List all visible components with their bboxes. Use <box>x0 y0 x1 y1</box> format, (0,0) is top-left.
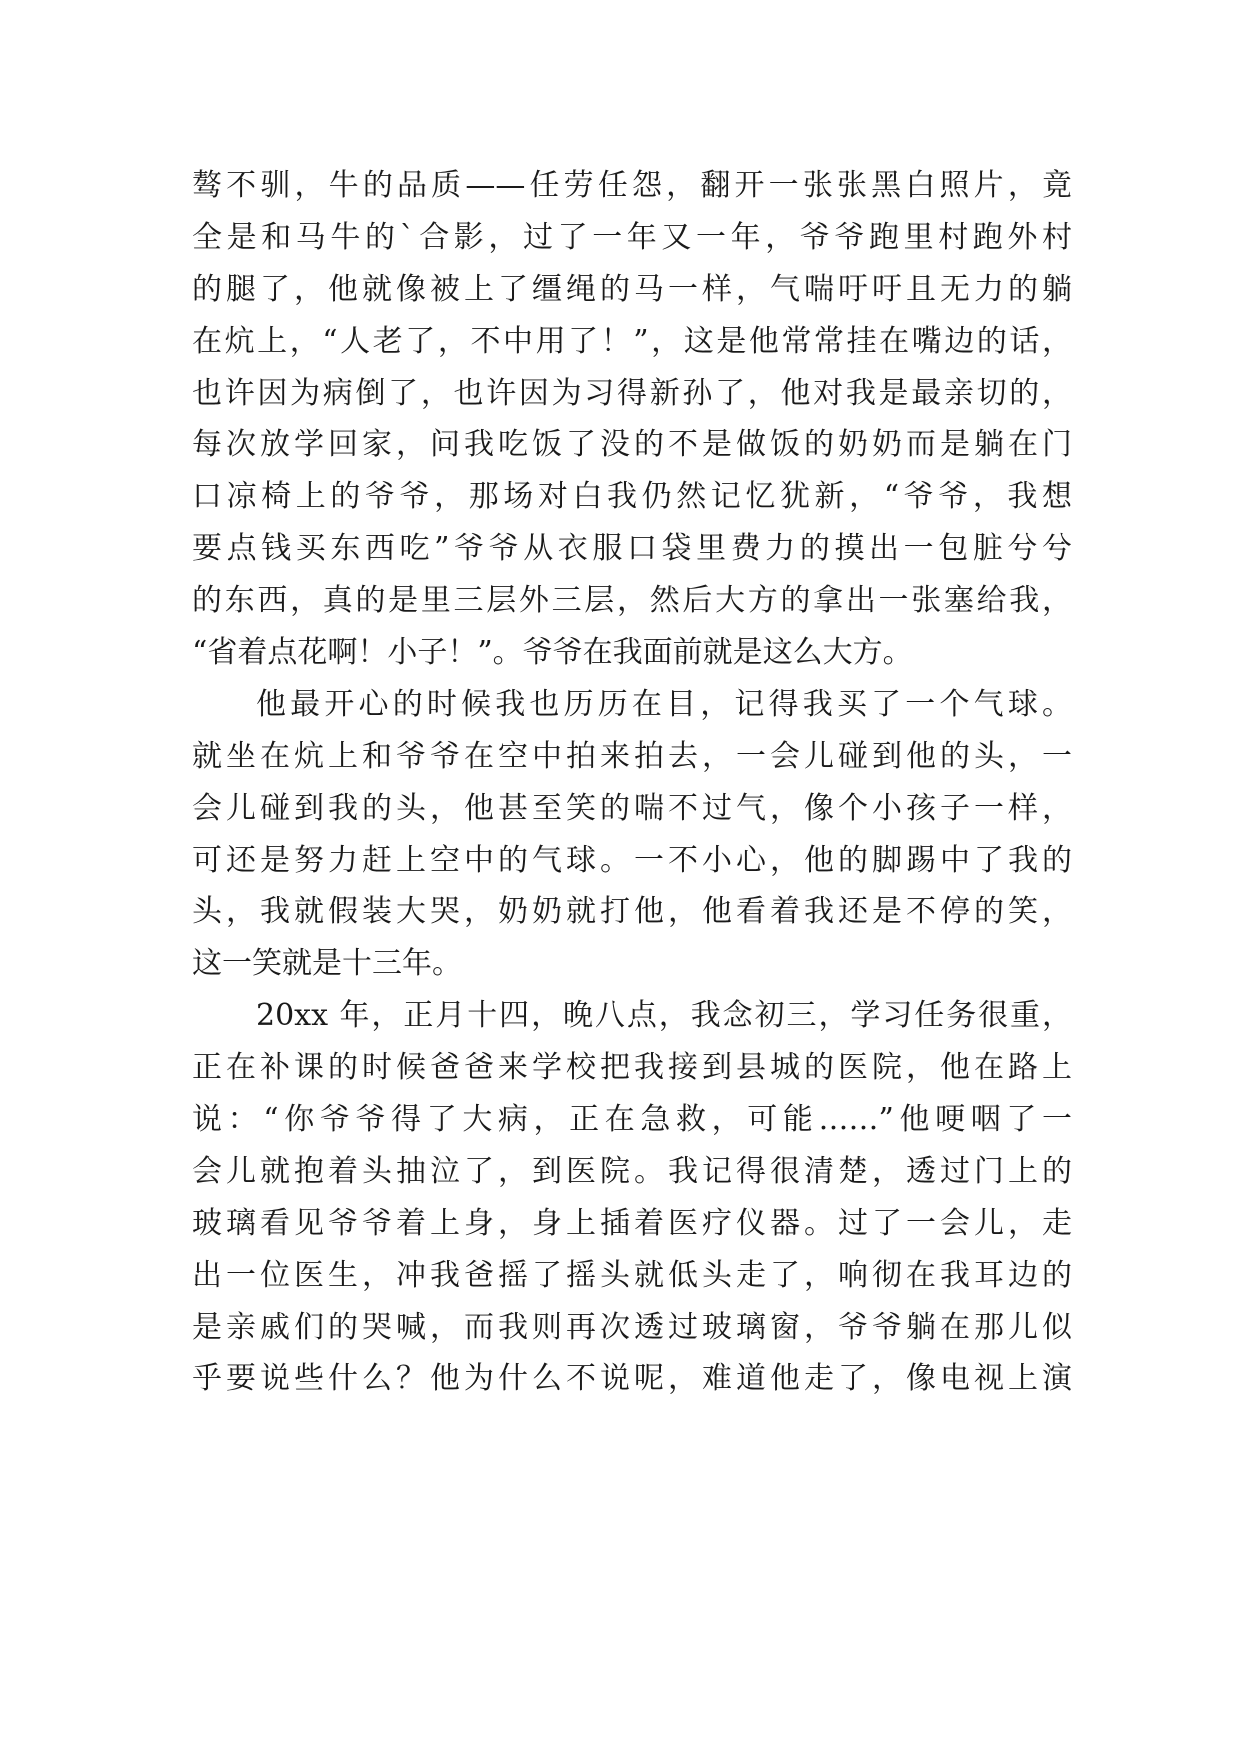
text-line: 的腿了，他就像被上了缰绳的马一样，气喘吁吁且无力的躺 <box>192 271 1072 307</box>
text-line: 每次放学回家，问我吃饭了没的不是做饭的奶奶而是躺在门 <box>192 427 1072 463</box>
text-line: 是亲戚们的哭喊，而我则再次透过玻璃窗，爷爷躺在那儿似 <box>192 1309 1072 1345</box>
text-line: 头，我就假装大哭，奶奶就打他，他看着我还是不停的笑， <box>192 894 1072 930</box>
text-line: 可还是努力赶上空中的气球。一不小心，他的脚踢中了我的 <box>192 842 1072 878</box>
text-line: 20xx 年，正月十四，晚八点，我念初三，学习任务很重， <box>256 998 1072 1034</box>
text-line: 他最开心的时候我也历历在目，记得我买了一个气球。 <box>256 686 1072 722</box>
text-line: 在炕上，“人老了，不中用了！”，这是他常常挂在嘴边的话， <box>192 323 1072 359</box>
text-line: 就坐在炕上和爷爷在空中拍来拍去，一会儿碰到他的头，一 <box>192 738 1072 774</box>
text-line: 这一笑就是十三年。 <box>192 946 462 982</box>
text-line: 会儿就抱着头抽泣了，到医院。我记得很清楚，透过门上的 <box>192 1153 1072 1189</box>
text-line: 会儿碰到我的头，他甚至笑的喘不过气，像个小孩子一样， <box>192 790 1072 826</box>
text-line: 正在补课的时候爸爸来学校把我接到县城的医院，他在路上 <box>192 1050 1072 1086</box>
body-text <box>192 160 1072 1405</box>
paragraph <box>192 160 1072 679</box>
text-line: 玻璃看见爷爷着上身，身上插着医疗仪器。过了一会儿，走 <box>192 1205 1072 1241</box>
text-line: 乎要说些什么？他为什么不说呢，难道他走了，像电视上演 <box>192 1361 1072 1397</box>
text-line: 的东西，真的是里三层外三层，然后大方的拿出一张塞给我， <box>192 583 1072 619</box>
text-line: 全是和马牛的`合影，过了一年又一年，爷爷跑里村跑外村 <box>192 219 1072 255</box>
text-line: 说：“你爷爷得了大病，正在急救，可能……”他哽咽了一 <box>192 1102 1072 1138</box>
text-line: “省着点花啊！小子！”。爷爷在我面前就是这么大方。 <box>192 635 913 671</box>
text-line: 口凉椅上的爷爷，那场对白我仍然记忆犹新，“爷爷，我想 <box>192 479 1072 515</box>
text-line: 出一位医生，冲我爸摇了摇头就低头走了，响彻在我耳边的 <box>192 1257 1072 1293</box>
text-line: 要点钱买东西吃”爷爷从衣服口袋里费力的摸出一包脏兮兮 <box>192 531 1072 567</box>
paragraph <box>192 990 1072 1405</box>
text-line: 也许因为病倒了，也许因为习得新孙了，他对我是最亲切的， <box>192 375 1072 411</box>
text-line: 骜不驯，牛的品质——任劳任怨，翻开一张张黑白照片，竟 <box>192 168 1072 203</box>
paragraph <box>192 679 1072 990</box>
